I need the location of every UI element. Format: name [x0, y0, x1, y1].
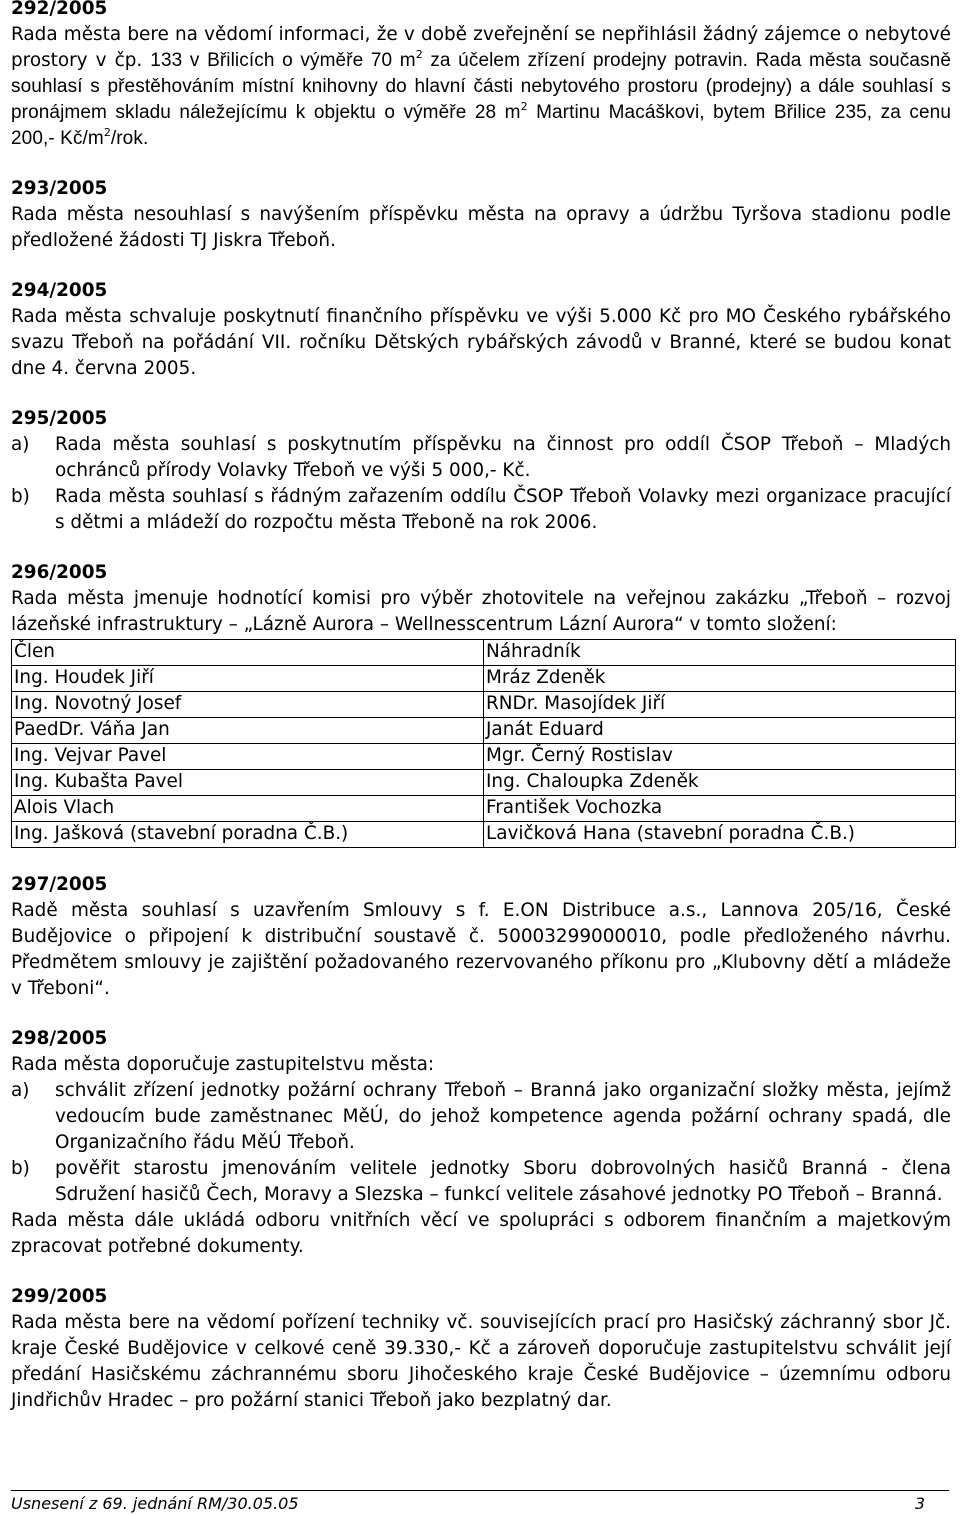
superscript: 2 — [103, 126, 111, 139]
table-cell: Ing. Houdek Jiří — [12, 666, 484, 692]
resolution-293 — [11, 176, 951, 254]
list-text: schválit zřízení jednotky požární ochrany Třeboň – Branná jako organizační složky města, jejímž vedoucím bude zaměstnanec MěÚ, do jehož kompetence agenda požární ochrany spadá, dle Organizačního řádu MěÚ Třeboň. — [55, 1080, 951, 1153]
resolution-295 — [11, 406, 951, 536]
resolution-number: 298/2005 — [11, 1028, 108, 1049]
table-cell: Janát Eduard — [484, 718, 956, 744]
list-item — [11, 432, 951, 484]
resolution-text: Rada města bere na vědomí pořízení techniky vč. souvisejících prací pro Hasičský záchranný sbor Jč. kraje České Budějovice v celkové ceně 39.330,- Kč a zároveň doporučuje zastupitelstvu schválit její předání Hasičskému záchrannému sboru Jihočeského kraje České Budějovice – územnímu odboru Jindřichův Hradec – pro požární stanici Třeboň jako bezplatný dar. — [11, 1312, 951, 1411]
page-number: 3 — [914, 1494, 925, 1513]
superscript: 2 — [520, 100, 528, 113]
text-part: Martinu Macáškovi, bytem Břilice 235, za cenu 200,- Kč/m — [11, 102, 951, 149]
table-header-row — [12, 640, 956, 666]
table-row — [12, 796, 956, 822]
list-label: a) — [11, 434, 30, 455]
table-row — [12, 770, 956, 796]
resolution-292 — [11, 0, 951, 152]
table-cell: Ing. Kubašta Pavel — [12, 770, 484, 796]
resolution-intro: Rada města doporučuje zastupitelstvu města: — [11, 1054, 435, 1075]
document-page — [11, 0, 951, 1414]
table-cell: Ing. Chaloupka Zdeněk — [484, 770, 956, 796]
list-label: a) — [11, 1080, 30, 1101]
table-cell: František Vochozka — [484, 796, 956, 822]
resolution-297 — [11, 872, 951, 1002]
resolution-number: 299/2005 — [11, 1286, 108, 1307]
text-part: /rok. — [110, 128, 149, 149]
table-row — [12, 718, 956, 744]
list-text: pověřit starostu jmenováním velitele jednotky Sboru dobrovolných hasičů Branná - člena Sdružení hasičů Čech, Moravy a Slezska – funkcí velitele zásahové jednotky PO Třeboň – Branná. — [55, 1158, 951, 1205]
resolution-number: 295/2005 — [11, 408, 108, 429]
list-text: Rada města souhlasí s řádným zařazením oddílu ČSOP Třeboň Volavky mezi organizace pracující s dětmi a mládeží do rozpočtu města Třeboně na rok 2006. — [55, 486, 951, 533]
table-cell: Ing. Vejvar Pavel — [12, 744, 484, 770]
table-row — [12, 692, 956, 718]
table-cell: Ing. Novotný Josef — [12, 692, 484, 718]
resolution-text: Rada města jmenuje hodnotící komisi pro výběr zhotovitele na veřejnou zakázku „Třeboň – rozvoj lázeňské infrastruktury – „Lázně Aurora – Wellnesscentrum Lázní Aurora“ v tomto složení: — [11, 588, 951, 635]
list-text: Rada města souhlasí s poskytnutím příspěvku na činnost pro oddíl ČSOP Třeboň – Mladých ochránců přírody Volavky Třeboň ve výši 5 000,- Kč. — [55, 434, 951, 481]
text-part: 133 v Břilicích o výměře 70 m — [150, 50, 416, 71]
resolution-299 — [11, 1284, 951, 1414]
resolution-text: Rada města schvaluje poskytnutí finančního příspěvku ve výši 5.000 Kč pro MO Českého rybářského svazu Třeboň na pořádání VII. ročníku Dětských rybářských závodů v Branné, které se budou konat dne 4. června 2005. — [11, 306, 951, 379]
table-cell: Lavičková Hana (stavební poradna Č.B.) — [484, 822, 956, 848]
table-cell: Alois Vlach — [12, 796, 484, 822]
resolution-text: Rada města nesouhlasí s navýšením příspěvku města na opravy a údržbu Tyršova stadionu podle předložené žádosti TJ Jiskra Třeboň. — [11, 204, 951, 251]
resolution-number: 294/2005 — [11, 280, 108, 301]
list-item — [11, 1156, 951, 1208]
resolution-296 — [11, 560, 951, 848]
table-cell: PaedDr. Váňa Jan — [12, 718, 484, 744]
text-part: Rada města bere na vědomí informaci, že v době zveřejnění se nepřihlásil žádný zájemce o nebytové prostory v čp. — [11, 24, 951, 71]
list-label: b) — [11, 486, 30, 507]
resolution-294 — [11, 278, 951, 382]
column-header: Náhradník — [484, 640, 956, 666]
resolution-number: 296/2005 — [11, 562, 108, 583]
list-item — [11, 484, 951, 536]
page-footer — [11, 1494, 925, 1514]
table-cell: RNDr. Masojídek Jiří — [484, 692, 956, 718]
table-cell: Mráz Zdeněk — [484, 666, 956, 692]
column-header: Člen — [12, 640, 484, 666]
resolution-number: 293/2005 — [11, 178, 108, 199]
resolution-text — [11, 22, 951, 152]
resolution-outro: Rada města dále ukládá odboru vnitřních věcí ve spolupráci s odborem finančním a majetkovým zpracovat potřebné dokumenty. — [11, 1210, 951, 1257]
table-row — [12, 822, 956, 848]
resolution-298 — [11, 1026, 951, 1260]
resolution-text: Radě města souhlasí s uzavřením Smlouvy s f. E.ON Distribuce a.s., Lannova 205/16, České Budějovice o připojení k distribuční soustavě č. 50003299000010, podle předloženého návrhu. Předmětem smlouvy je zajištění požadovaného rezervovaného příkonu pro „Klubovny dětí a mládeže v Třeboni“. — [11, 900, 951, 999]
text-part: za účelem zřízení prodejny potravin. Rada města současně souhlasí s přestěhováním místní knihovny do hlavní části nebytového prostoru (prodejny) a dále souhlasí s pronájmem skladu náležejícímu k objektu o výměře 28 m — [11, 50, 951, 123]
table-row — [12, 666, 956, 692]
list-item — [11, 1078, 951, 1156]
table-row — [12, 744, 956, 770]
table-cell: Mgr. Černý Rostislav — [484, 744, 956, 770]
commission-table — [11, 639, 956, 848]
table-cell: Ing. Jašková (stavební poradna Č.B.) — [12, 822, 484, 848]
list-label: b) — [11, 1158, 30, 1179]
superscript: 2 — [415, 48, 423, 61]
resolution-number: 292/2005 — [11, 0, 108, 19]
footer-title: Usnesení z 69. jednání RM/30.05.05 — [11, 1494, 299, 1513]
resolution-number: 297/2005 — [11, 874, 108, 895]
footer-divider — [11, 1490, 949, 1491]
